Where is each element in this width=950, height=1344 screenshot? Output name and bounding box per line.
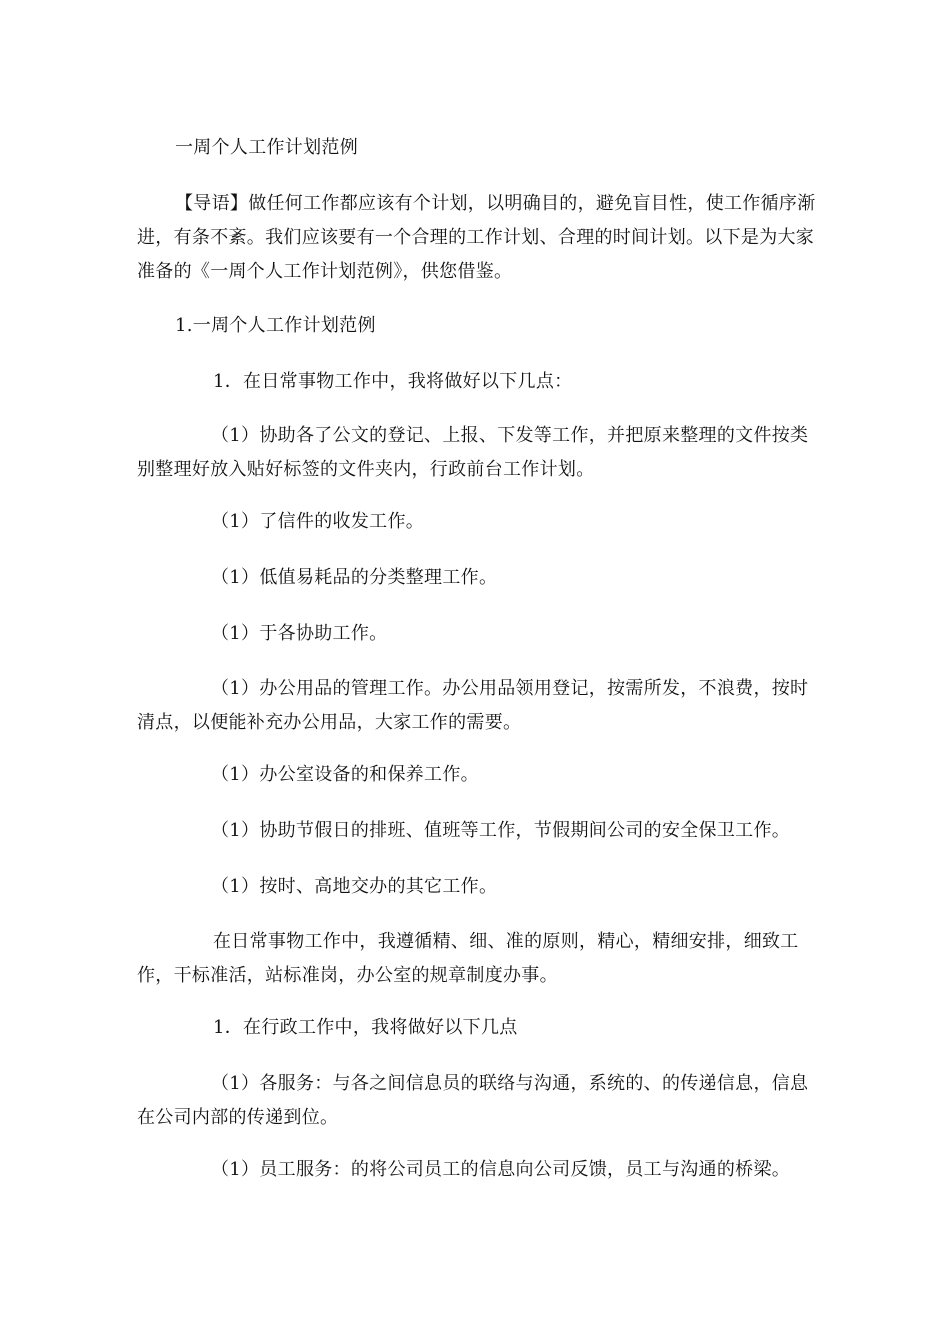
list-item: （1）协助节假日的排班、值班等工作，节假期间公司的安全保卫工作。 [211, 820, 791, 841]
part1-heading: 1．在日常事物工作中，我将做好以下几点： [213, 371, 573, 392]
doc-title: 一周个人工作计划范例 [175, 137, 358, 158]
list-item: （1）了信件的收发工作。 [211, 511, 425, 532]
list-item: （1）办公室设备的和保养工作。 [211, 764, 479, 785]
list-item: （1）办公用品的管理工作。办公用品领用登记，按需所发，不浪费，按时清点，以便能补充办公用品，大家工作的需要。 [137, 678, 809, 733]
list-item: （1）各服务：与各之间信息员的联络与沟通，系统的、的传递信息，信息在公司内部的传递到位。 [137, 1073, 809, 1128]
list-item: （1）按时、高地交办的其它工作。 [211, 876, 498, 897]
section-heading: 1.一周个人工作计划范例 [175, 315, 376, 336]
part1-summary: 在日常事物工作中，我遵循精、细、准的原则，精心，精细安排，细致工作，干标准活，站标准岗，办公室的规章制度办事。 [137, 931, 799, 986]
intro-paragraph: 【导语】做任何工作都应该有个计划，以明确目的，避免盲目性，使工作循序渐进，有条不紊。我们应该要有一个合理的工作计划、合理的时间计划。以下是为大家准备的《一周个人工作计划范例》，供您借鉴。 [137, 193, 816, 282]
list-item: （1）低值易耗品的分类整理工作。 [211, 567, 498, 588]
part2-heading: 1．在行政工作中，我将做好以下几点 [213, 1017, 518, 1038]
list-item: （1）员工服务：的将公司员工的信息向公司反馈，员工与沟通的桥梁。 [211, 1159, 791, 1180]
list-item: （1）协助各了公文的登记、上报、下发等工作，并把原来整理的文件按类别整理好放入贴好标签的文件夹内，行政前台工作计划。 [137, 425, 809, 480]
list-item: （1）于各协助工作。 [211, 623, 388, 644]
